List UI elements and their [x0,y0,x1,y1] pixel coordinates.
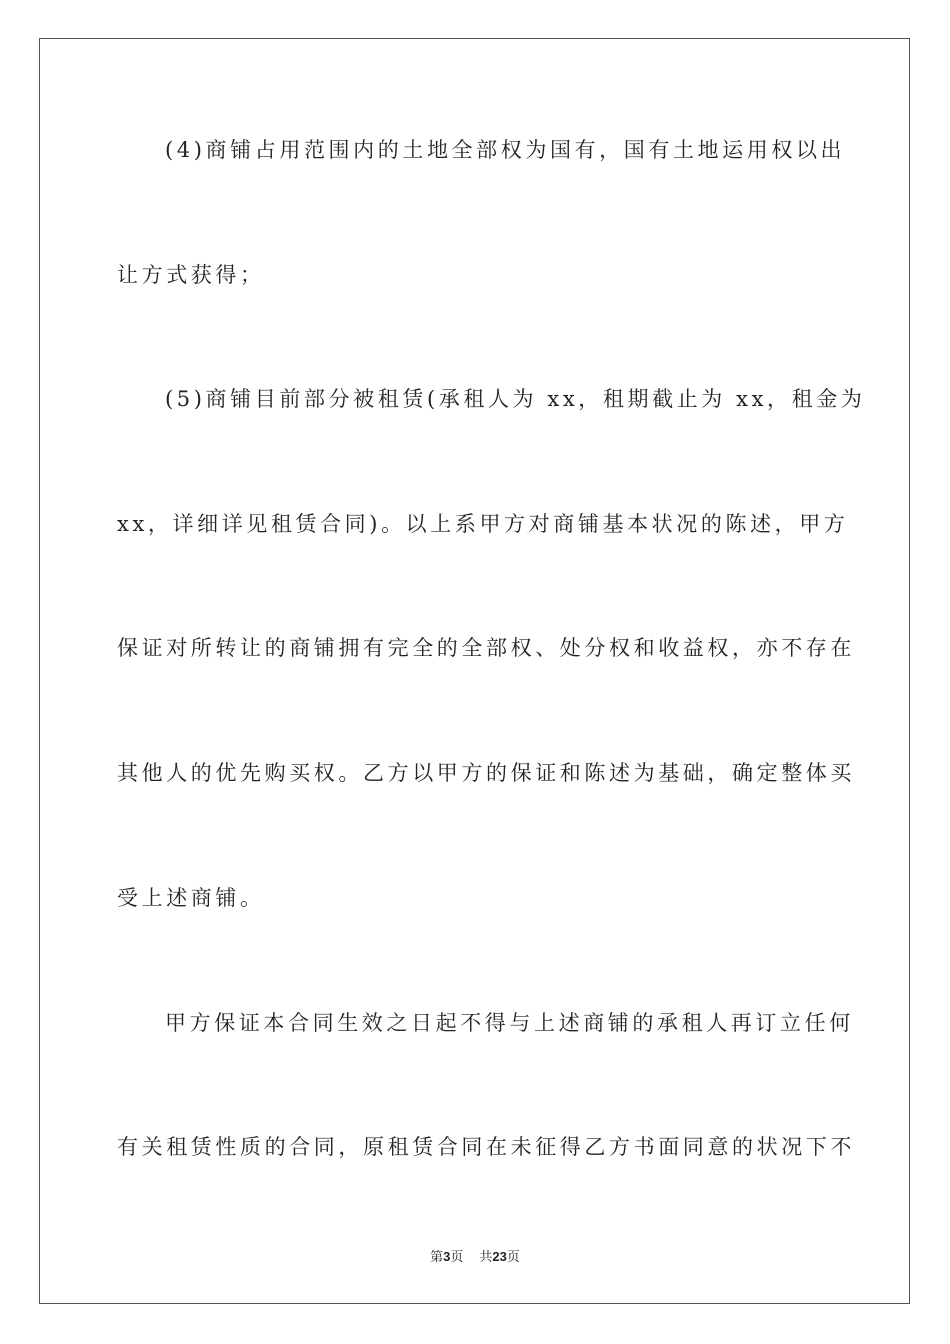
page-footer [0,1246,950,1265]
page-number: 3 [443,1249,451,1264]
total-pages: 23 [492,1249,507,1264]
page-prefix: 第 [430,1250,444,1265]
paragraph-line: 受上述商铺。 [117,886,265,910]
paragraph-line: 甲方保证本合同生效之日起不得与上述商铺的承租人再订立任何 [165,1011,854,1035]
page-suffix: 页 [450,1250,464,1265]
paragraph-line: 让方式获得； [117,263,265,287]
paragraph-line: 其他人的优先购买权。乙方以甲方的保证和陈述为基础，确定整体买 [117,761,855,785]
paragraph-line: xx，详细详见租赁合同)。以上系甲方对商铺基本状况的陈述，甲方 [117,512,849,536]
total-prefix: 共 [479,1250,493,1265]
total-suffix: 页 [506,1250,520,1265]
page-border [39,38,910,1304]
paragraph-line: (5)商铺目前部分被租赁(承租人为 xx，租期截止为 xx，租金为 [165,387,866,411]
paragraph-line: 保证对所转让的商铺拥有完全的全部权、处分权和收益权，亦不存在 [117,636,855,660]
paragraph-line: 有关租赁性质的合同，原租赁合同在未征得乙方书面同意的状况下不 [117,1135,855,1159]
paragraph-line: (4)商铺占用范围内的土地全部权为国有，国有土地运用权以出 [165,138,846,162]
